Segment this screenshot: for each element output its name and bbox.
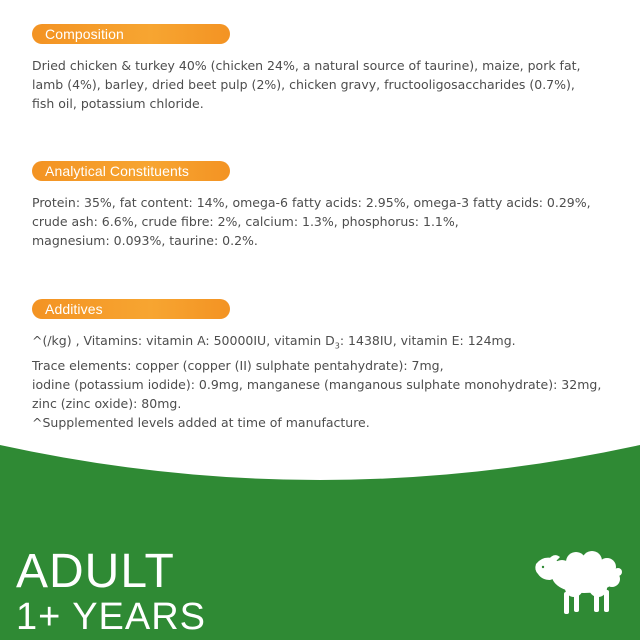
vitamins-subscript: 3 [334, 341, 340, 351]
composition-line: fish oil, potassium chloride. [32, 96, 204, 112]
vitamins-suffix: : 1438IU, vitamin E: 124mg. [339, 333, 516, 348]
analytical-line: magnesium: 0.093%, taurine: 0.2%. [32, 233, 258, 249]
sheep-icon [532, 548, 624, 616]
additives-line: ^Supplemented levels added at time of manufacture. [32, 415, 370, 431]
composition-section [32, 24, 622, 114]
analytical-line: crude ash: 6.6%, crude fibre: 2%, calcium: 1.3%, phosphorus: 1.1%, [32, 214, 459, 230]
additives-line: Trace elements: copper (copper (II) sulphate pentahydrate): 7mg, [32, 357, 444, 373]
analytical-line: Protein: 35%, fat content: 14%, omega-6 fatty acids: 2.95%, omega-3 fatty acids: 0.29%, [32, 195, 591, 210]
additives-section [32, 299, 622, 433]
additives-text [32, 331, 622, 433]
age-subtitle: 1+ YEARS [16, 596, 207, 638]
additives-line: iodine (potassium iodide): 0.9mg, manganese (manganous sulphate monohydrate): 32mg, [32, 376, 602, 392]
analytical-heading: Analytical Constituents [32, 161, 230, 181]
age-title: ADULT [16, 545, 175, 598]
additives-line: zinc (zinc oxide): 80mg. [32, 396, 182, 412]
additives-heading: Additives [32, 299, 230, 319]
composition-line: lamb (4%), barley, dried beet pulp (2%), chicken gravy, fructooligosaccharides (0.7%), [32, 77, 575, 93]
vitamins-prefix: ^(/kg) , Vitamins: vitamin A: 50000IU, vitamin D [32, 333, 335, 348]
analytical-text [32, 193, 622, 251]
additives-vitamins-line [32, 331, 622, 356]
composition-line: Dried chicken & turkey 40% (chicken 24%, a natural source of taurine), maize, pork fat, [32, 58, 581, 73]
composition-text [32, 56, 622, 114]
composition-heading: Composition [32, 24, 230, 44]
analytical-section [32, 161, 622, 251]
